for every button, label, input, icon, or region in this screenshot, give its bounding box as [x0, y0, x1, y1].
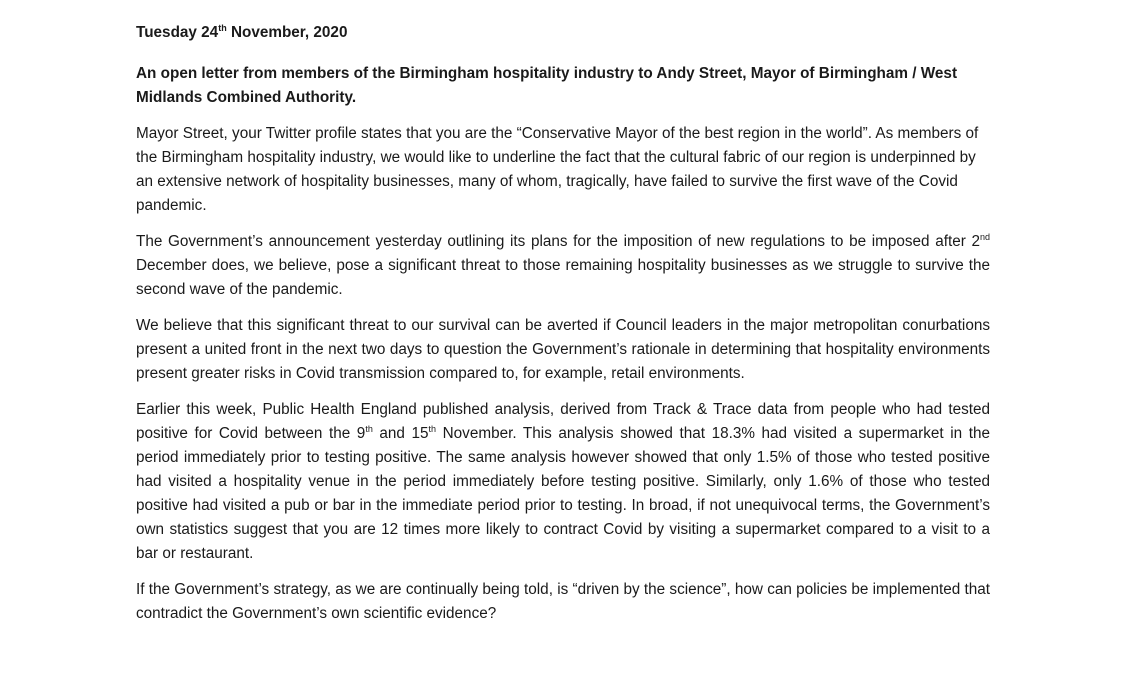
paragraph-1: Mayor Street, your Twitter profile states that you are the “Conservative Mayor of the best region in the world”. As members of the Birmingham hospitality industry, we would like to underline the fact that the cultural fabric of our region is underpinned by an extensive network of hospitality businesses, many of whom, tragically, have failed to survive the first wave of the Covid pandemic.: [136, 125, 979, 214]
paragraph-2-text-a: The Government’s announcement yesterday outlining its plans for the imposition of new regulations to be imposed after 2: [136, 233, 980, 250]
paragraph-2: [136, 230, 990, 302]
paragraph-4-text-a: Earlier this week, Public Health England published analysis, derived from Track & Trace data from people who had tested positive for Covid between the 9: [136, 401, 990, 442]
paragraph-4-sup-2: th: [428, 423, 437, 434]
paragraph-4-text-b: and 15: [372, 425, 429, 442]
letter-date: [136, 20, 990, 46]
paragraph-2-text-b: December does, we believe, pose a significant threat to those remaining hospitality businesses as we struggle to survive the second wave of the pandemic.: [136, 257, 990, 298]
date-day: Tuesday 24: [136, 24, 219, 41]
date-day-suffix: th: [218, 22, 227, 33]
date-rest: November, 2020: [226, 24, 348, 41]
paragraph-3: We believe that this significant threat to our survival can be averted if Council leaders in the major metropolitan conurbations present a united front in the next two days to question the Government’s rationale in determining that hospitality environments present greater risks in Covid transmission compared to, for example, retail environments.: [136, 317, 990, 382]
letter-heading: An open letter from members of the Birmingham hospitality industry to Andy Street, Mayor of Birmingham / West Midlands Combined Authority.: [136, 65, 958, 106]
paragraph-4-text-c: November. This analysis showed that 18.3% had visited a supermarket in the period immediately prior to testing positive. The same analysis however showed that only 1.5% of those who tested positive had visited a hospitality venue in the period immediately before testing positive. Similarly, only 1.6% of those who tested positive had visited a pub or bar in the immediate period prior to testing. In broad, if not unequivocal terms, the Government’s own statistics suggest that you are 12 times more likely to contract Covid by visiting a supermarket compared to a visit to a bar or restaurant.: [136, 425, 990, 562]
letter-page: [136, 20, 990, 638]
paragraph-4-sup-1: th: [365, 423, 373, 434]
paragraph-4: [136, 398, 990, 566]
paragraph-2-sup: nd: [979, 231, 990, 242]
paragraph-5: If the Government’s strategy, as we are continually being told, is “driven by the science”, how can policies be implemented that contradict the Government’s own scientific evidence?: [136, 581, 990, 622]
